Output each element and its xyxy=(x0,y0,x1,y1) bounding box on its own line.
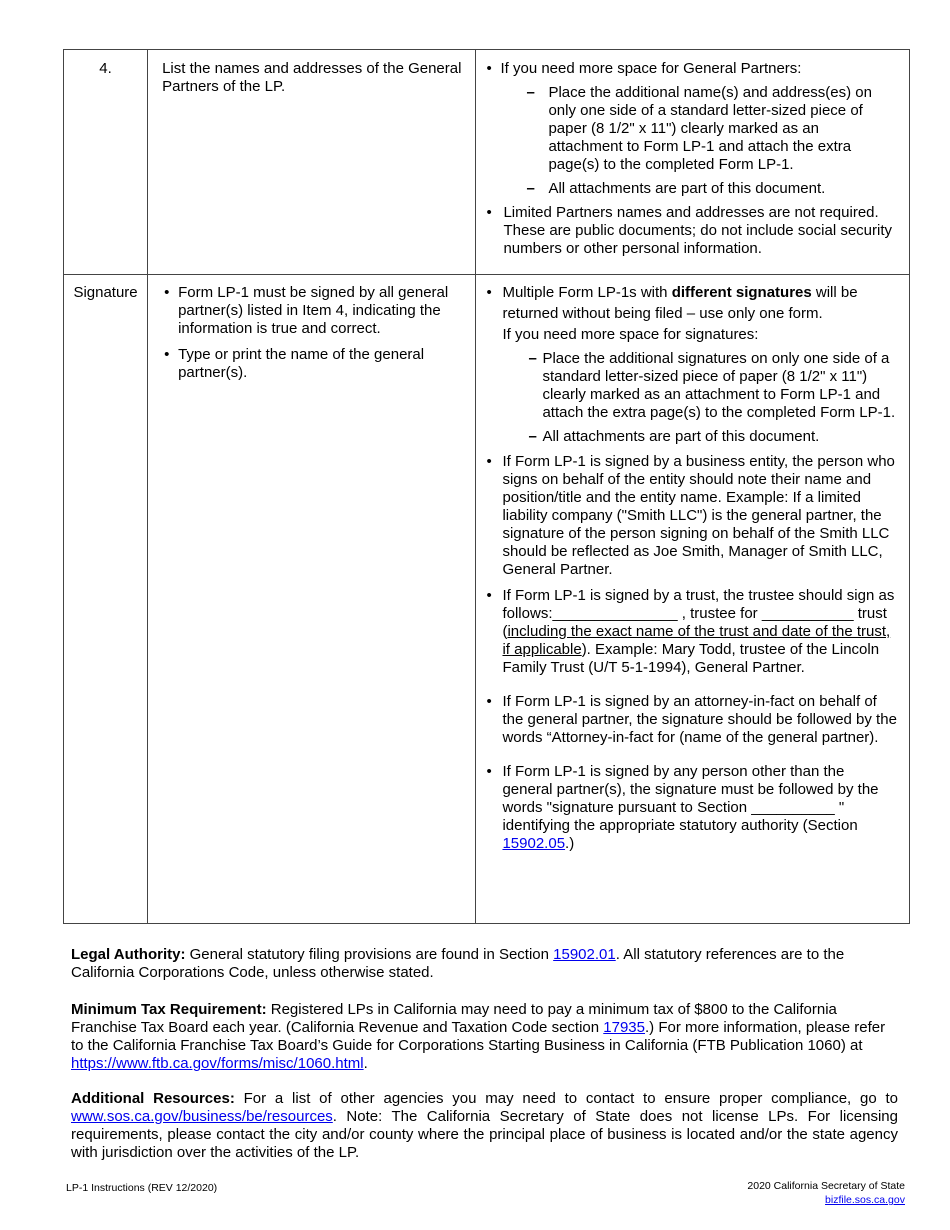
section-15902-01-link[interactable]: 15902.01 xyxy=(553,946,616,963)
ftb-1060-link[interactable]: https://www.ftb.ca.gov/forms/misc/1060.html xyxy=(71,1055,364,1072)
section-15902-05-link[interactable]: 15902.05 xyxy=(502,835,566,852)
table-row-signature xyxy=(64,275,910,924)
list-item: • If you need more space for General Partners: – Place the additional name(s) and address(es) on only one side of a standard letter-sized piece of paper (8 1/2" x 11") clearly marked as an attachment to Form LP-1 and attach the extra page(s) to the completed Form LP-1. – All attachments are part of this document. xyxy=(484,60,897,198)
list-item: • Type or print the name of the general partner(s). xyxy=(162,346,463,382)
table-row-item-4 xyxy=(64,50,910,275)
list-item: • Limited Partners names and addresses are not required. These are public documents; do not include social security numbers or other personal information. xyxy=(484,204,897,258)
list-item: – Place the additional name(s) and address(es) on only one side of a standard letter-sized piece of paper (8 1/2" x 11") clearly marked as an attachment to Form LP-1 and attach the extra page(s) to the completed Form LP-1. xyxy=(500,84,897,174)
list-item: • If Form LP-1 is signed by a trust, the trustee should sign as follows:_______________ , trustee for ___________ trust (including the exact name of the trust and date of the trust, if applicable). Example: Mary Todd, trustee of the Lincoln Family Trust (U/T 5-1-1994), General Partner. xyxy=(484,587,897,677)
section-17935-link[interactable]: 17935 xyxy=(603,1019,645,1036)
instructions-table xyxy=(63,49,910,924)
form-revision: LP-1 Instructions (REV 12/2020) xyxy=(66,1182,218,1194)
signature-label: Signature xyxy=(64,275,148,924)
minimum-tax-paragraph: Minimum Tax Requirement: Registered LPs in California may need to pay a minimum tax of $800 to the California Franchise Tax Board each year. (California Revenue and Taxation Code section 17935.) For more information, please refer to the California Franchise Tax Board’s Guide for Corporations Starting Business in California (FTB Publication 1060) at https://www.ftb.ca.gov/forms/misc/1060.html. xyxy=(71,1001,886,1072)
list-item: – Place the additional signatures on only one side of a standard letter-sized piece of paper (8 1/2" x 11") clearly marked as an attachment to Form LP-1 and attach the extra page(s) to the completed Form LP-1. xyxy=(502,350,897,422)
list-item: • If Form LP-1 is signed by any person other than the general partner(s), the signature must be followed by the words "signature pursuant to Section __________ " identifying the appropriate statutory authority (Section 15902.05.) xyxy=(484,763,897,853)
additional-resources-paragraph: Additional Resources: For a list of other agencies you may need to contact to ensure proper compliance, go to www.sos.ca.gov/business/be/resources. Note: The California Secretary of State does not license LPs. For licensing requirements, please contact the city and/or county where the principal place of business is located and/or the state agency with jurisdiction over the activities of the LP. xyxy=(71,1090,898,1161)
resources-link[interactable]: www.sos.ca.gov/business/be/resources xyxy=(71,1108,333,1125)
legal-authority-paragraph: Legal Authority: General statutory filing provisions are found in Section 15902.01. All statutory references are to the California Corporations Code, unless otherwise stated. xyxy=(71,946,845,981)
item-4-description: List the names and addresses of the General Partners of the LP. xyxy=(162,60,462,95)
bizfile-link[interactable]: bizfile.sos.ca.gov xyxy=(825,1194,905,1206)
copyright: 2020 California Secretary of State xyxy=(747,1180,905,1192)
list-item: • If Form LP-1 is signed by a business entity, the person who signs on behalf of the entity should note their name and position/title and the entity name. Example: If a limited liability company ("Smith LLC") is the general partner, the signature of the person signing on behalf of the Smith LLC should be reflected as Joe Smith, Manager of Smith LLC, General Partner. xyxy=(484,453,897,579)
footer-right xyxy=(747,1179,905,1207)
list-item: – All attachments are part of this document. xyxy=(500,180,897,198)
list-item: • Form LP-1 must be signed by all general partner(s) listed in Item 4, indicating the information is true and correct. xyxy=(162,284,463,338)
list-item: • If Form LP-1 is signed by an attorney-in-fact on behalf of the general partner, the signature should be followed by the words “Attorney-in-fact for (name of the general partner). xyxy=(484,693,897,747)
list-item: – All attachments are part of this document. xyxy=(502,428,897,446)
list-item: • Multiple Form LP-1s with different signatures will be returned without being filed – use only one form. If you need more space for signatures: – Place the additional signatures on only one side of a standard letter-sized piece of paper (8 1/2" x 11") clearly marked as an attachment to Form LP-1 and attach the extra page(s) to the completed Form LP-1. – All attachments are part of this document. xyxy=(484,282,897,446)
item-number: 4. xyxy=(64,50,148,275)
